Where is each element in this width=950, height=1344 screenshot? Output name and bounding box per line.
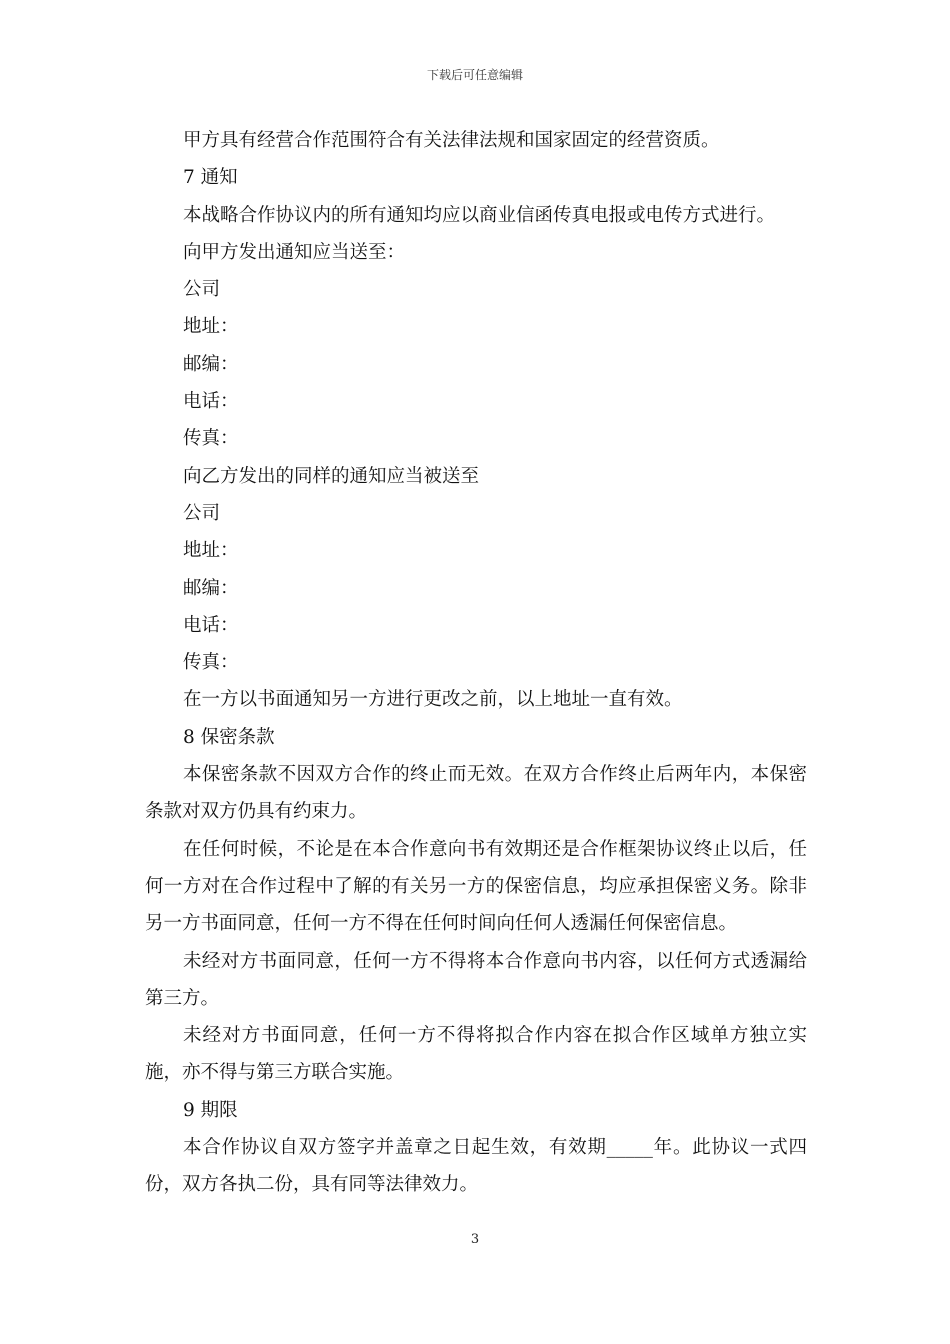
address-validity-line: 在一方以书面通知另一方进行更改之前，以上地址一直有效。: [183, 689, 683, 711]
party-a-company: 公司: [183, 279, 221, 301]
confidentiality-paragraph-4: 未经对方书面同意，任何一方不得将拟合作内容在拟合作区域单方独立实施，亦不得与第三方联合实施。: [145, 1025, 807, 1084]
confidentiality-paragraph-2: 在任何时候，不论是在本合作意向书有效期还是合作框架协议终止以后，任何一方对在合作过程中了解的有关另一方的保密信息，均应承担保密义务。除非另一方书面同意，任何一方不得在任何时间向任何人透漏任何保密信息。: [145, 838, 807, 935]
document-body: [145, 122, 807, 1204]
party-a-phone: 电话：: [183, 391, 239, 413]
party-a-postcode: 邮编：: [183, 353, 239, 375]
party-a-notice-heading: 向甲方发出通知应当送至：: [183, 241, 406, 263]
confidentiality-paragraph-3: 未经对方书面同意，任何一方不得将本合作意向书内容，以任何方式透漏给第三方。: [145, 950, 807, 1009]
party-b-phone: 电话：: [183, 614, 239, 636]
section-8-title: 8 保密条款: [183, 726, 275, 748]
page-number: 3: [470, 1232, 480, 1247]
party-b-notice-heading: 向乙方发出的同样的通知应当被送至: [183, 465, 480, 487]
party-b-company: 公司: [183, 502, 221, 524]
term-paragraph: 本合作协议自双方签字并盖章之日起生效，有效期_____年。此协议一式四份，双方各执二份，具有同等法律效力。: [145, 1137, 807, 1196]
party-b-address: 地址：: [183, 540, 239, 562]
section-7-title: 7 通知: [183, 167, 238, 189]
page-header: 下载后可任意编辑: [426, 68, 523, 82]
qualification-line: 甲方具有经营合作范围符合有关法律法规和国家固定的经营资质。: [183, 130, 720, 151]
party-a-address: 地址：: [183, 316, 239, 338]
confidentiality-paragraph-1: 本保密条款不因双方合作的终止而无效。在双方合作终止后两年内，本保密条款对双方仍具有约束力。: [145, 764, 807, 823]
party-a-fax: 传真：: [183, 428, 239, 450]
section-9-title: 9 期限: [183, 1099, 238, 1121]
party-b-fax: 传真：: [183, 652, 239, 674]
party-b-postcode: 邮编：: [183, 577, 239, 599]
notice-method-line: 本战略合作协议内的所有通知均应以商业信函传真电报或电传方式进行。: [183, 204, 776, 226]
